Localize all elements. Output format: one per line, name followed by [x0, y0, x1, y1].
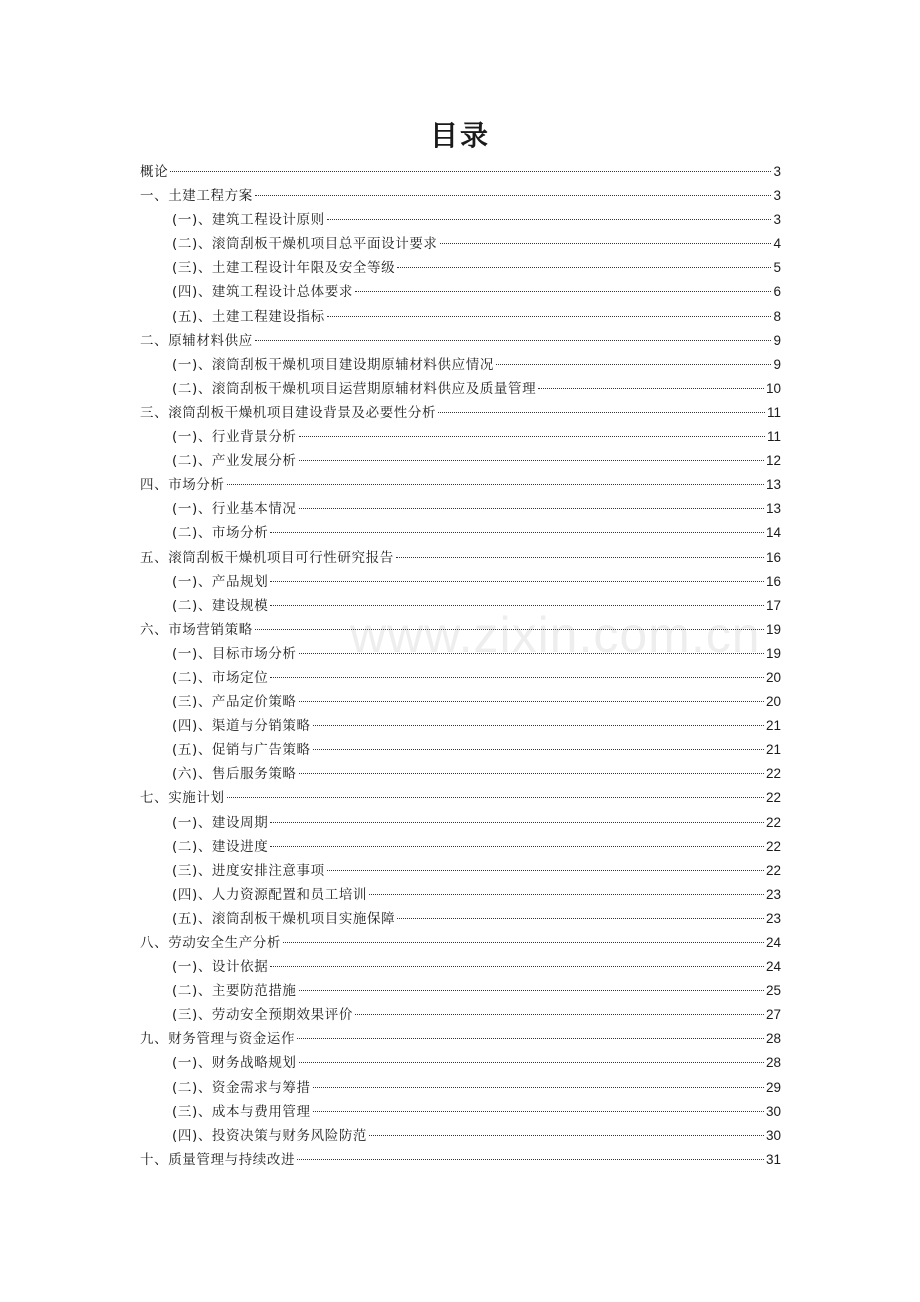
- toc-entry-page-number: 22: [765, 790, 781, 806]
- toc-dot-leader: [299, 1062, 764, 1063]
- toc-entry-label: (三)、劳动安全预期效果评价: [172, 1007, 353, 1024]
- page-title: 目录: [429, 119, 490, 152]
- toc-dot-leader: [270, 966, 764, 967]
- toc-dot-leader: [355, 291, 772, 292]
- toc-dot-leader: [327, 316, 772, 317]
- toc-entry[interactable]: [140, 232, 781, 256]
- toc-entry-page-number: 21: [765, 718, 781, 734]
- toc-entry-label: (一)、建设周期: [172, 814, 269, 831]
- toc-dot-leader: [396, 557, 764, 558]
- toc-entry[interactable]: [140, 256, 781, 280]
- toc-entry[interactable]: [140, 1003, 781, 1027]
- toc-dot-leader: [397, 267, 771, 268]
- toc-entry-page-number: 3: [773, 188, 781, 204]
- toc-entry-page-number: 30: [765, 1127, 781, 1143]
- toc-entry-label: 九、财务管理与资金运作: [140, 1031, 296, 1048]
- toc-entry-page-number: 4: [773, 236, 781, 252]
- toc-entry-page-number: 5: [773, 260, 781, 276]
- toc-entry-label: (一)、财务战略规划: [172, 1055, 297, 1072]
- toc-dot-leader: [397, 918, 764, 919]
- toc-entry-page-number: 9: [773, 356, 781, 372]
- toc-dot-leader: [270, 605, 764, 606]
- toc-entry[interactable]: [140, 449, 781, 473]
- toc-entry-label: 七、实施计划: [140, 790, 225, 807]
- toc-entry[interactable]: [140, 907, 781, 931]
- toc-entry-label: (一)、滚筒刮板干燥机项目建设期原辅材料供应情况: [172, 356, 494, 373]
- toc-entry[interactable]: [140, 762, 781, 786]
- toc-dot-leader: [297, 1038, 764, 1039]
- toc-entry-page-number: 11: [766, 404, 781, 420]
- toc-dot-leader: [538, 388, 764, 389]
- toc-entry-label: (二)、建设规模: [172, 597, 269, 614]
- toc-entry[interactable]: [140, 786, 781, 810]
- toc-entry-label: 五、滚筒刮板干燥机项目可行性研究报告: [140, 549, 394, 566]
- toc-entry-label: (一)、设计依据: [172, 959, 269, 976]
- toc-dot-leader: [327, 219, 772, 220]
- toc-entry-page-number: 29: [765, 1079, 781, 1095]
- toc-entry-label: 八、劳动安全生产分析: [140, 935, 281, 951]
- toc-entry-label: (五)、促销与广告策略: [172, 742, 311, 759]
- toc-dot-leader: [270, 677, 764, 678]
- toc-entry-label: (二)、建设进度: [172, 838, 269, 855]
- toc-dot-leader: [270, 822, 764, 823]
- toc-entry-label: (二)、滚筒刮板干燥机项目总平面设计要求: [172, 236, 438, 253]
- toc-entry[interactable]: [140, 1124, 781, 1148]
- toc-entry-label: (二)、滚筒刮板干燥机项目运营期原辅材料供应及质量管理: [172, 380, 537, 397]
- toc-dot-leader: [313, 1087, 764, 1088]
- toc-dot-leader: [299, 653, 764, 654]
- toc-entry-page-number: 30: [765, 1103, 781, 1119]
- toc-entry-label: 三、滚筒刮板干燥机项目建设背景及必要性分析: [140, 404, 437, 421]
- toc-entry[interactable]: [140, 883, 781, 907]
- toc-entry[interactable]: [140, 329, 781, 353]
- toc-entry-page-number: 22: [765, 862, 781, 878]
- toc-entry[interactable]: [140, 184, 781, 208]
- toc-entry[interactable]: [140, 1148, 781, 1172]
- toc-entry[interactable]: [140, 521, 781, 545]
- toc-entry-page-number: 10: [765, 380, 781, 396]
- toc-entry[interactable]: [140, 666, 781, 690]
- toc-entry[interactable]: [140, 1100, 781, 1124]
- toc-entry-label: (一)、行业背景分析: [172, 429, 297, 446]
- toc-entry-page-number: 13: [765, 501, 781, 517]
- toc-dot-leader: [369, 894, 764, 895]
- toc-entry-label: (四)、人力资源配置和员工培训: [172, 886, 368, 903]
- toc-entry-page-number: 17: [765, 597, 781, 613]
- toc-entry[interactable]: [140, 618, 781, 642]
- toc-entry-label: (三)、土建工程设计年限及安全等级: [172, 260, 396, 277]
- table-of-contents: [140, 160, 781, 1172]
- toc-entry-label: (二)、市场分析: [172, 525, 269, 542]
- toc-entry-page-number: 16: [765, 573, 781, 589]
- toc-entry[interactable]: [140, 280, 781, 304]
- toc-entry[interactable]: [140, 1076, 781, 1100]
- toc-entry[interactable]: [140, 208, 781, 232]
- toc-entry[interactable]: [140, 931, 781, 955]
- toc-dot-leader: [270, 532, 764, 533]
- toc-entry[interactable]: [140, 546, 781, 570]
- toc-entry-label: (一)、产品规划: [172, 573, 269, 590]
- toc-dot-leader: [496, 364, 772, 365]
- toc-entry-label: (二)、产业发展分析: [172, 453, 297, 470]
- toc-entry[interactable]: [140, 353, 781, 377]
- toc-entry-label: (五)、滚筒刮板干燥机项目实施保障: [172, 910, 396, 927]
- toc-entry-page-number: 28: [765, 1031, 781, 1047]
- toc-entry-page-number: 20: [765, 669, 781, 685]
- toc-dot-leader: [297, 1159, 764, 1160]
- toc-dot-leader: [299, 508, 764, 509]
- toc-entry[interactable]: [140, 497, 781, 521]
- toc-entry[interactable]: [140, 859, 781, 883]
- toc-entry-label: (三)、进度安排注意事项: [172, 862, 325, 879]
- toc-entry-page-number: 19: [765, 621, 781, 637]
- toc-entry-label: (四)、渠道与分销策略: [172, 718, 311, 735]
- toc-entry-label: (三)、成本与费用管理: [172, 1103, 311, 1120]
- toc-entry-page-number: 13: [765, 477, 781, 493]
- toc-dot-leader: [255, 195, 772, 196]
- toc-entry-label: 六、市场营销策略: [140, 621, 253, 638]
- toc-entry-page-number: 24: [765, 959, 781, 975]
- toc-entry[interactable]: [140, 425, 781, 449]
- toc-entry-label: (一)、建筑工程设计原则: [172, 212, 325, 229]
- toc-dot-leader: [283, 942, 764, 943]
- toc-dot-leader: [299, 773, 764, 774]
- toc-entry-label: 十、质量管理与持续改进: [140, 1151, 296, 1168]
- toc-entry-page-number: 22: [765, 766, 781, 782]
- toc-entry-page-number: 31: [765, 1151, 781, 1167]
- toc-entry-page-number: 3: [773, 164, 781, 179]
- toc-entry-page-number: 3: [773, 212, 781, 228]
- toc-entry[interactable]: [140, 377, 781, 401]
- toc-dot-leader: [313, 1111, 764, 1112]
- toc-entry[interactable]: [140, 738, 781, 762]
- toc-entry-page-number: 19: [765, 645, 781, 661]
- toc-dot-leader: [255, 629, 764, 630]
- toc-entry-label: 二、原辅材料供应: [140, 332, 253, 349]
- toc-entry-page-number: 22: [765, 838, 781, 854]
- toc-entry-page-number: 9: [773, 332, 781, 348]
- watermark: www.zixin.com.cn: [350, 607, 761, 663]
- toc-entry-page-number: 25: [765, 983, 781, 999]
- toc-entry[interactable]: [140, 570, 781, 594]
- toc-dot-leader: [355, 1014, 764, 1015]
- toc-entry-label: 四、市场分析: [140, 477, 225, 494]
- toc-dot-leader: [299, 460, 764, 461]
- toc-entry[interactable]: [140, 473, 781, 497]
- toc-entry[interactable]: [140, 594, 781, 618]
- toc-entry[interactable]: [140, 835, 781, 859]
- toc-dot-leader: [440, 243, 772, 244]
- toc-dot-leader: [369, 1135, 764, 1136]
- toc-entry-label: 一、土建工程方案: [140, 188, 253, 205]
- toc-dot-leader: [227, 484, 764, 485]
- toc-entry[interactable]: [140, 1027, 781, 1051]
- toc-entry-label: (五)、土建工程建设指标: [172, 308, 325, 325]
- toc-entry[interactable]: [140, 305, 781, 329]
- toc-dot-leader: [170, 171, 771, 172]
- toc-entry-label: (二)、资金需求与筹措: [172, 1079, 311, 1096]
- toc-entry-page-number: 21: [765, 742, 781, 758]
- toc-entry-page-number: 16: [765, 549, 781, 565]
- toc-dot-leader: [299, 436, 765, 437]
- toc-entry[interactable]: [140, 401, 781, 425]
- toc-dot-leader: [313, 725, 764, 726]
- toc-dot-leader: [299, 990, 764, 991]
- toc-entry-label: (四)、投资决策与财务风险防范: [172, 1127, 368, 1144]
- toc-entry-page-number: 11: [766, 429, 781, 445]
- toc-entry-label: (三)、产品定价策略: [172, 694, 297, 711]
- toc-dot-leader: [270, 581, 764, 582]
- toc-entry-label: (二)、主要防范措施: [172, 983, 297, 1000]
- toc-entry-label: (一)、行业基本情况: [172, 501, 297, 518]
- toc-entry-label: (一)、目标市场分析: [172, 645, 297, 662]
- toc-entry[interactable]: [140, 955, 781, 979]
- toc-dot-leader: [299, 701, 764, 702]
- toc-entry-page-number: 23: [765, 886, 781, 902]
- toc-dot-leader: [327, 870, 764, 871]
- toc-dot-leader: [438, 412, 765, 413]
- toc-entry[interactable]: [140, 160, 781, 184]
- toc-entry-page-number: 20: [765, 694, 781, 710]
- toc-entry-page-number: 12: [765, 453, 781, 469]
- toc-entry-page-number: 8: [773, 308, 781, 324]
- toc-dot-leader: [270, 846, 764, 847]
- toc-entry-page-number: 23: [765, 910, 781, 926]
- toc-entry-page-number: 14: [765, 525, 781, 541]
- toc-entry-page-number: 27: [765, 1007, 781, 1023]
- toc-entry-page-number: 6: [773, 284, 781, 300]
- toc-entry[interactable]: [140, 1051, 781, 1075]
- toc-entry-label: (六)、售后服务策略: [172, 766, 297, 783]
- toc-entry-label: (二)、市场定位: [172, 669, 269, 686]
- toc-entry[interactable]: [140, 714, 781, 738]
- toc-entry-page-number: 28: [765, 1055, 781, 1071]
- toc-dot-leader: [255, 340, 772, 341]
- toc-entry-label: 概论: [140, 164, 169, 180]
- toc-entry[interactable]: [140, 811, 781, 835]
- toc-entry-page-number: 24: [765, 935, 781, 950]
- toc-dot-leader: [313, 749, 764, 750]
- toc-entry[interactable]: [140, 642, 781, 666]
- toc-entry[interactable]: [140, 690, 781, 714]
- toc-entry-label: (四)、建筑工程设计总体要求: [172, 284, 353, 301]
- toc-dot-leader: [227, 797, 764, 798]
- toc-entry-page-number: 22: [765, 814, 781, 830]
- toc-entry[interactable]: [140, 979, 781, 1003]
